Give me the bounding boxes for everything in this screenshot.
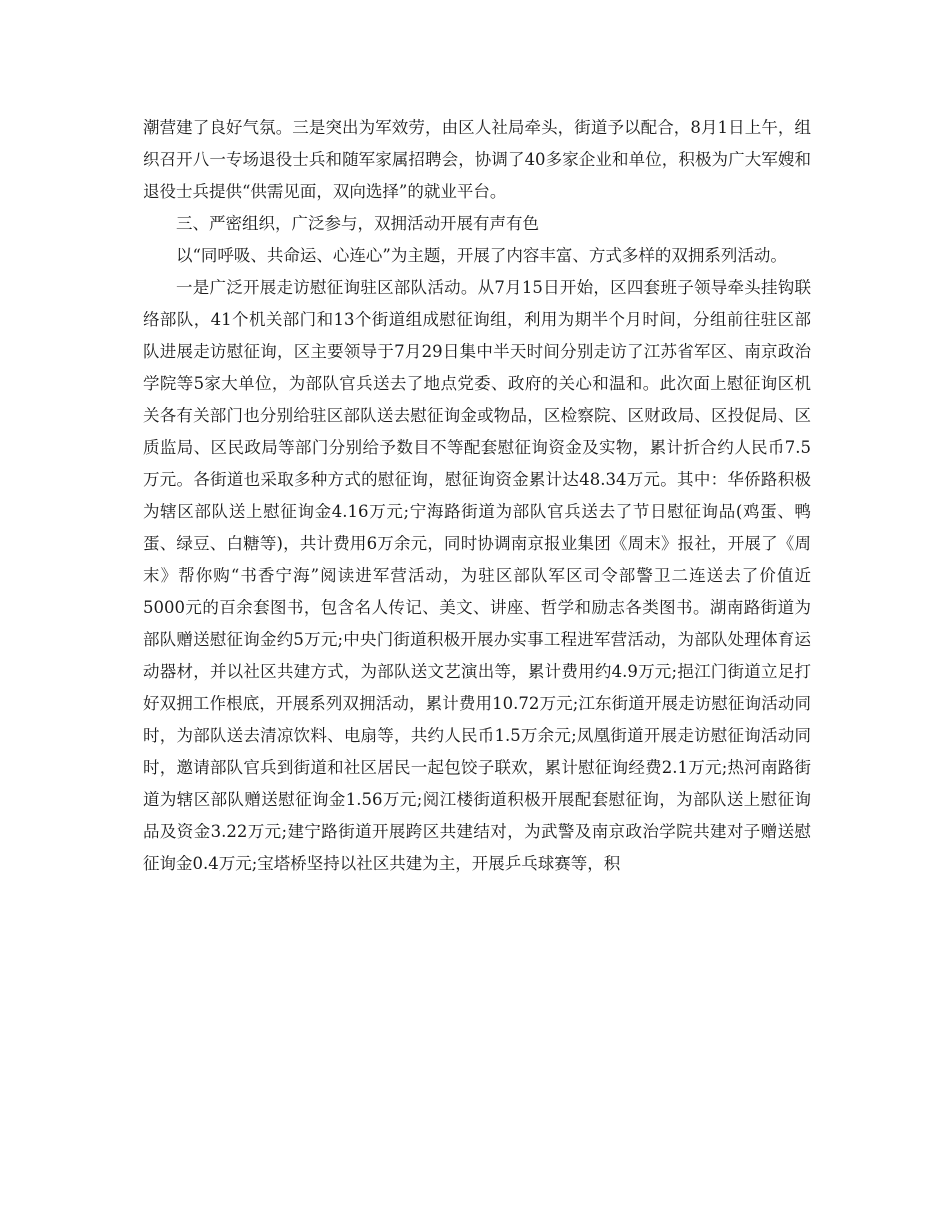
section-heading: 三、严密组织，广泛参与，双拥活动开展有声有色 [176,214,539,233]
document-page [143,112,811,880]
body-paragraph: 以“同呼吸、共命运、心连心”为主题，开展了内容丰富、方式多样的双拥系列活动。 [176,246,787,265]
body-paragraph: 一是广泛开展走访慰征询驻区部队活动。从7月15日开始，区四套班子领导牵头挂钩联络部队，41个机关部门和13个街道组成慰征询组，利用为期半个月时间，分组前往驻区部队进展走访慰征询，区主要领导于7月29日集中半天时间分别走访了江苏省军区、南京政治学院等5家大单位，为部队官兵送去了地点党委、政府的关心和温和。此次面上慰征询区机关各有关部门也分别给驻区部队送去慰征询金或物品，区检察院、区财政局、区投促局、区质监局、区民政局等部门分别给予数目不等配套慰征询资金及实物，累计折合约人民币7.5万元。各街道也采取多种方式的慰征询，慰征询资金累计达48.34万元。其中：华侨路积极为辖区部队送上慰征询金4.16万元;宁海路街道为部队官兵送去了节日慰征询品(鸡蛋、鸭蛋、绿豆、白糖等)，共计费用6万余元，同时协调南京报业集团《周末》报社，开展了《周末》帮你购“书香宁海”阅读进军营活动，为驻区部队军区司令部警卫二连送去了价值近5000元的百余套图书，包含名人传记、美文、讲座、哲学和励志各类图书。湖南路街道为部队赠送慰征询金约5万元;中央门街道积极开展办实事工程进军营活动，为部队处理体育运动器材，并以社区共建方式，为部队送文艺演出等，累计费用约4.9万元;挹江门街道立足打好双拥工作根底，开展系列双拥活动，累计费用10.72万元;江东街道开展走访慰征询活动同时，为部队送去清凉饮料、电扇等，共约人民币1.5万余元;凤凰街道开展走访慰征询活动同时，邀请部队官兵到街道和社区居民一起包饺子联欢，累计慰征询经费2.1万元;热河南路街道为辖区部队赠送慰征询金1.56万元;阅江楼街道积极开展配套慰征询，为部队送上慰征询品及资金3.22万元;建宁路街道开展跨区共建结对，为武警及南京政治学院共建对子赠送慰征询金0.4万元;宝塔桥坚持以社区共建为主，开展乒乓球赛等，积 [143,278,811,873]
body-paragraph: 潮营建了良好气氛。三是突出为军效劳，由区人社局牵头，街道予以配合，8月1日上午，组织召开八一专场退役士兵和随军家属招聘会，协调了40多家企业和单位，积极为广大军嫂和退役士兵提供“供需见面，双向选择”的就业平台。 [143,118,811,201]
